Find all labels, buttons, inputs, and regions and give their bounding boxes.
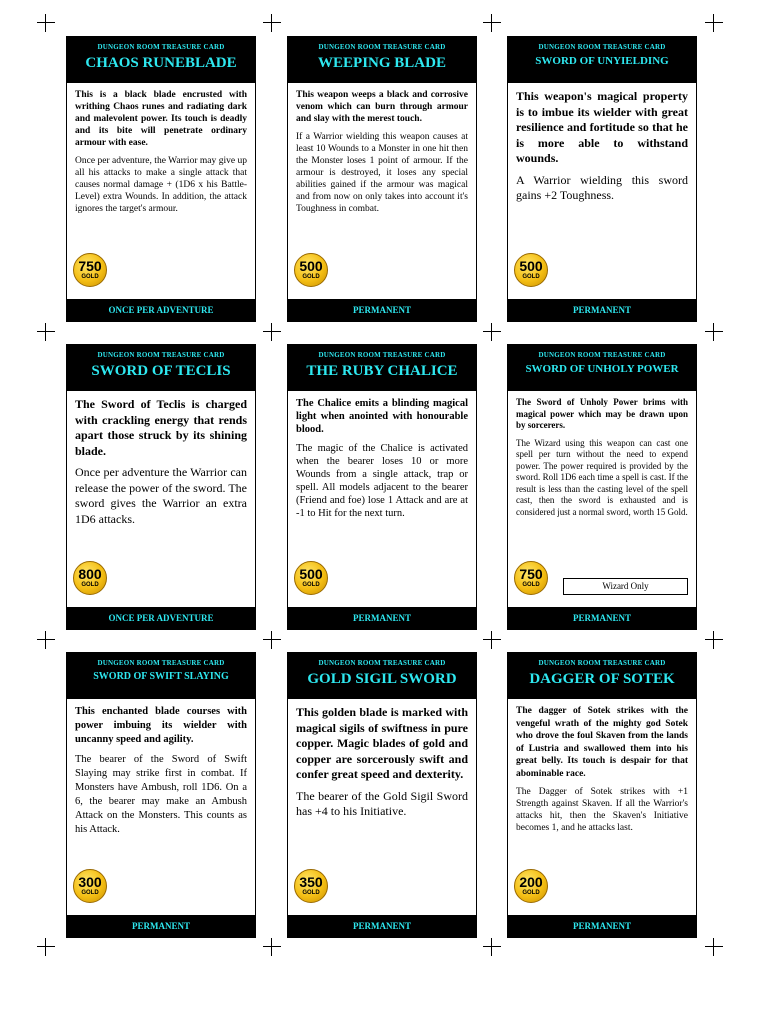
gold-coin-icon [514, 869, 548, 903]
card-body [67, 391, 255, 527]
crop-mark [263, 631, 281, 649]
card-footer: PERMANENT [508, 915, 696, 937]
card-header-band [67, 345, 255, 391]
card-body [288, 391, 476, 520]
card-footer: ONCE PER ADVENTURE [67, 607, 255, 629]
card-flavor-text: The Chalice emits a blinding magical light when anointed with honourable blood. [296, 398, 468, 435]
card-title: SWORD OF UNYIELDING [535, 55, 669, 67]
card-rules-text: The magic of the Chalice is activated when the bearer loses 10 or more Wounds from a single attack, trap or spell. All models adjacent to the bearer (Friend and foe) lose 1 Attack and are at -1 to Hit for the next turn. [296, 443, 468, 519]
crop-mark [705, 14, 723, 32]
card-header: DUNGEON ROOM TREASURE CARD [538, 43, 666, 51]
gold-label: GOLD [302, 582, 320, 588]
card-flavor-text: The Sword of Unholy Power brims with magical power which may be drawn upon by sorcerers. [516, 397, 688, 430]
crop-mark [483, 323, 501, 341]
card-rules-text: The bearer of the Gold Sigil Sword has +4 to his Initiative. [296, 788, 468, 818]
card-flavor-text: This weapon weeps a black and corrosive venom which can burn through armour and slay with the merest touch. [296, 90, 468, 124]
card-header-band [67, 37, 255, 83]
card-footer: PERMANENT [288, 299, 476, 321]
gold-coin-icon [73, 253, 107, 287]
card-header: DUNGEON ROOM TREASURE CARD [97, 659, 225, 667]
crop-mark [37, 938, 55, 956]
gold-value: 750 [519, 566, 543, 582]
card-header: DUNGEON ROOM TREASURE CARD [97, 351, 225, 359]
card-body [288, 83, 476, 215]
card-rules-text: If a Warrior wielding this weapon causes at least 10 Wounds to a Monster in one hit then the Monster loses 1 point of armour. If the armour is destroyed, it loses any special abilities gained if the armour was magical and from now on only takes into account it's Toughness in combat. [296, 132, 468, 214]
gold-label: GOLD [522, 890, 540, 896]
treasure-card-gold-sigil-sword [287, 652, 477, 938]
card-title: DAGGER OF SOTEK [529, 671, 675, 687]
gold-label: GOLD [522, 582, 540, 588]
card-flavor-text: This weapon's magical property is to imbue its wielder with great resilience and fortitude so that he is more able to withstand wounds. [516, 89, 688, 165]
card-rules-text: A Warrior wielding this sword gains +2 Toughness. [516, 172, 688, 202]
gold-coin-icon [294, 253, 328, 287]
gold-label: GOLD [81, 582, 99, 588]
gold-label: GOLD [81, 274, 99, 280]
card-flavor-text: The dagger of Sotek strikes with the vengeful wrath of the mighty god Sotek who drove the foul Skaven from the lands of Lustria and swallowed them into his great belly. Its touch is despair for that abominable race. [516, 706, 688, 779]
card-header-band [508, 345, 696, 391]
treasure-card-dagger-of-sotek [507, 652, 697, 938]
card-header: DUNGEON ROOM TREASURE CARD [538, 351, 666, 359]
gold-value: 500 [299, 566, 323, 582]
card-header-band [288, 653, 476, 699]
treasure-card-the-ruby-chalice [287, 344, 477, 630]
crop-mark [483, 14, 501, 32]
card-flavor-text: This enchanted blade courses with power imbuing its wielder with uncanny speed and agility. [75, 706, 247, 745]
gold-coin-icon [73, 869, 107, 903]
treasure-card-sword-of-unholy-power [507, 344, 697, 630]
card-header-band [288, 37, 476, 83]
gold-label: GOLD [522, 274, 540, 280]
treasure-card-sword-of-swift-slaying [66, 652, 256, 938]
card-footer: ONCE PER ADVENTURE [67, 299, 255, 321]
card-footer: PERMANENT [67, 915, 255, 937]
card-header: DUNGEON ROOM TREASURE CARD [538, 659, 666, 667]
gold-label: GOLD [302, 274, 320, 280]
card-flavor-text: This is a black blade encrusted with writhing Chaos runes and radiating dark and malevolent power. Its touch is deadly and its bite will penetrate ordinary armour with ease. [75, 90, 247, 148]
card-body [67, 699, 255, 837]
crop-mark [263, 323, 281, 341]
card-flavor-text: The Sword of Teclis is charged with crackling energy that rends apart those struck by its shining blade. [75, 397, 247, 458]
card-title: WEEPING BLADE [318, 55, 446, 71]
card-header: DUNGEON ROOM TREASURE CARD [318, 659, 446, 667]
gold-coin-icon [294, 869, 328, 903]
card-body [508, 83, 696, 204]
card-rules-text: The bearer of the Sword of Swift Slaying may strike first in combat. If Monsters have Ambush, roll 1D6. On a 6, the bearer may make an Ambush Attack on the Monsters. This counts as his Attack. [75, 754, 247, 835]
card-rules-text: Once per adventure, the Warrior may give up all his attacks to make a single attack that causes normal damage + (1D6 x his Battle-Level) extra Wounds. In addition, the attack ignores the target's armour. [75, 156, 247, 214]
card-header: DUNGEON ROOM TREASURE CARD [318, 351, 446, 359]
card-footer: PERMANENT [508, 299, 696, 321]
crop-mark [37, 631, 55, 649]
treasure-card-weeping-blade [287, 36, 477, 322]
crop-mark [705, 323, 723, 341]
card-footer: PERMANENT [288, 915, 476, 937]
gold-value: 300 [78, 874, 102, 890]
crop-mark [483, 631, 501, 649]
gold-value: 350 [299, 874, 323, 890]
card-body [67, 83, 255, 215]
card-header: DUNGEON ROOM TREASURE CARD [318, 43, 446, 51]
gold-label: GOLD [302, 890, 320, 896]
gold-coin-icon [514, 561, 548, 595]
gold-coin-icon [514, 253, 548, 287]
crop-mark [705, 938, 723, 956]
crop-mark [483, 938, 501, 956]
card-body [508, 699, 696, 834]
crop-mark [705, 631, 723, 649]
card-rules-text: Once per adventure the Warrior can release the power of the sword. The sword gives the Warrior an extra 1D6 attacks. [75, 465, 247, 526]
card-title: GOLD SIGIL SWORD [307, 671, 457, 687]
card-header-band [67, 653, 255, 699]
card-rules-text: The Dagger of Sotek strikes with +1 Strength against Skaven. If all the Warrior's attacks hit, then the Skaven's Initiative becomes 1, and he attacks last. [516, 787, 688, 833]
gold-value: 500 [519, 258, 543, 274]
card-title: SWORD OF UNHOLY POWER [525, 363, 679, 375]
card-title: SWORD OF TECLIS [91, 363, 231, 379]
card-title: CHAOS RUNEBLADE [85, 55, 237, 71]
gold-value: 750 [78, 258, 102, 274]
card-flavor-text: This golden blade is marked with magical sigils of swiftness in pure copper. Magic blades of gold and copper are sorcerously swift and confer great speed and dexterity. [296, 705, 468, 781]
card-body [288, 699, 476, 820]
crop-mark [37, 14, 55, 32]
gold-value: 200 [519, 874, 543, 890]
crop-mark [263, 14, 281, 32]
card-header-band [508, 653, 696, 699]
gold-coin-icon [73, 561, 107, 595]
card-rules-text: The Wizard using this weapon can cast one spell per turn without the need to expend power. The power required is provided by the sword. Roll 1D6 each time a spell is cast. If the result is less than the casting level of the spell cast, then the sword is exhausted and is considered just a normal sword, worth 15 Gold. [516, 437, 688, 517]
treasure-card-sword-of-unyielding [507, 36, 697, 322]
crop-mark [37, 323, 55, 341]
card-title: SWORD OF SWIFT SLAYING [93, 671, 229, 682]
card-header-band [288, 345, 476, 391]
restriction-box: Wizard Only [563, 578, 688, 595]
card-footer: PERMANENT [288, 607, 476, 629]
treasure-card-chaos-runeblade [66, 36, 256, 322]
gold-value: 500 [299, 258, 323, 274]
card-header: DUNGEON ROOM TREASURE CARD [97, 43, 225, 51]
treasure-card-sword-of-teclis [66, 344, 256, 630]
gold-coin-icon [294, 561, 328, 595]
card-header-band [508, 37, 696, 83]
crop-mark [263, 938, 281, 956]
gold-value: 800 [78, 566, 102, 582]
card-footer: PERMANENT [508, 607, 696, 629]
gold-label: GOLD [81, 890, 99, 896]
card-body [508, 391, 696, 518]
card-title: THE RUBY CHALICE [306, 363, 458, 379]
